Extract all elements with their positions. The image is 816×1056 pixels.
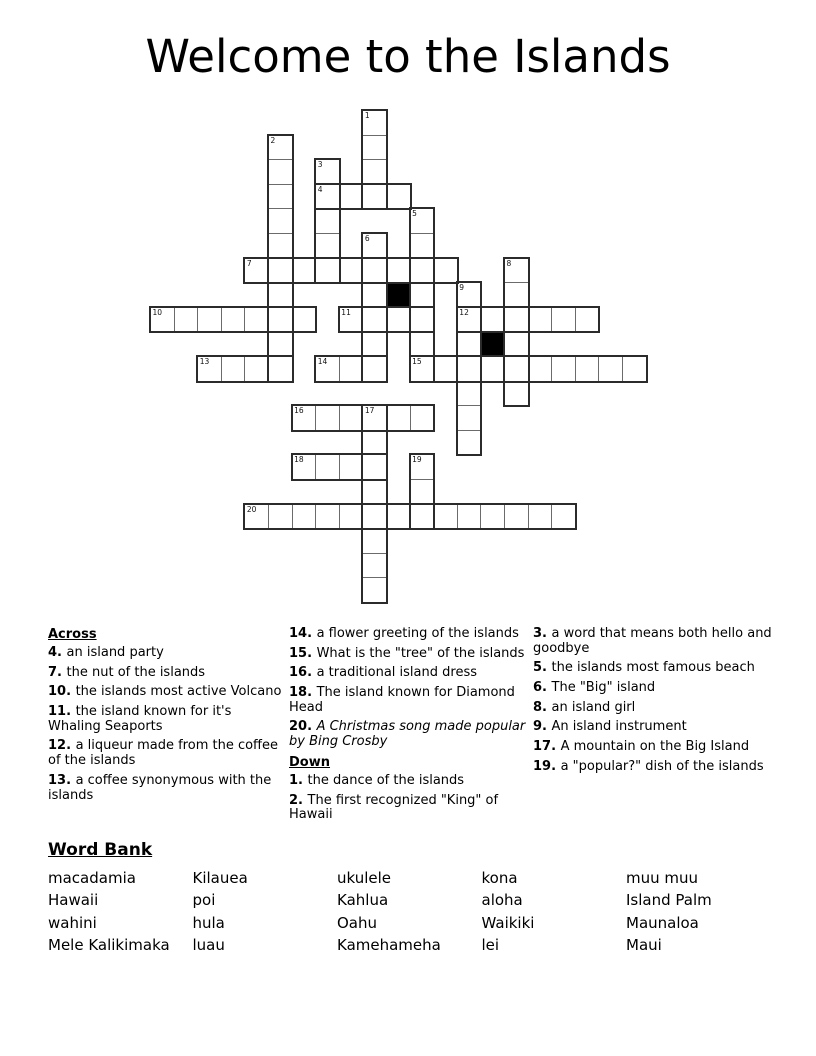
clue-down-5: 5. the islands most famous beach [533, 660, 755, 676]
word-bank-word: Island Palm [626, 891, 712, 910]
grid-cell [362, 454, 387, 480]
grid-cell [598, 356, 623, 382]
word-bank-word: Mele Kalikimaka [48, 935, 170, 954]
grid-cell [268, 184, 293, 210]
grid-cell [339, 504, 364, 530]
grid-cell [457, 331, 482, 357]
grid-cell [457, 381, 482, 407]
grid-cell [504, 504, 529, 530]
grid-cell [315, 184, 340, 210]
grid-cell [362, 479, 387, 505]
grid-cell [221, 307, 246, 333]
grid-cell [315, 233, 340, 259]
across-heading: Across [48, 627, 97, 642]
clue-across-12: 12. a liqueur made from the coffee of the islands [48, 738, 279, 769]
grid-cell [528, 504, 553, 530]
grid-cell [386, 184, 411, 210]
grid-cell [244, 356, 269, 382]
grid-cell [362, 233, 387, 259]
clue-across-11: 11. the island known for it's Whaling Seaports [48, 704, 232, 734]
grid-cell [268, 282, 293, 308]
clue-across-13: 13. a coffee synonymous with the islands [48, 772, 272, 803]
grid-cell [197, 307, 222, 333]
word-bank-word: Oahu [337, 913, 378, 932]
grid-cell [410, 479, 435, 505]
grid-cell [504, 258, 529, 284]
grid-cell [362, 504, 387, 530]
word-bank-word: Hawaii [48, 891, 99, 910]
clue-across-7: 7. the nut of the islands [48, 664, 206, 680]
grid-cell [457, 282, 482, 308]
grid-cell [504, 381, 529, 407]
grid-cell [410, 258, 435, 284]
across-clues-column [48, 627, 282, 808]
grid-cell [504, 307, 529, 333]
middle-clues-column [289, 627, 527, 828]
grid-cell [268, 208, 293, 234]
cell-number: 12 [459, 307, 469, 317]
grid-cell [457, 356, 482, 382]
word-bank-word: Waikiki [481, 913, 535, 932]
grid-cell [268, 331, 293, 357]
word-bank [48, 840, 788, 956]
grid-cell [197, 356, 222, 382]
grid-cell [457, 430, 482, 456]
word-bank-word: lei [481, 935, 500, 954]
grid-cell [174, 307, 199, 333]
word-bank-word: Maunaloa [626, 913, 699, 932]
grid-cell [362, 577, 387, 603]
cell-number: 7 [246, 258, 252, 268]
grid-cell [315, 159, 340, 185]
clue-down-8: 8. an island girl [533, 699, 636, 715]
grid-cell [410, 331, 435, 357]
grid-cell [433, 258, 458, 284]
grid-cell [410, 282, 435, 308]
cell-number: 11 [341, 307, 351, 317]
cell-number: 18 [294, 455, 304, 465]
word-bank-word: Maui [626, 935, 662, 954]
cell-number: 5 [412, 209, 417, 219]
grid-cell [362, 135, 387, 161]
word-bank-heading: Word Bank [48, 840, 153, 860]
grid-cell [362, 282, 387, 308]
grid-cell [362, 331, 387, 357]
clue-down-1: 1. the dance of the islands [289, 772, 465, 788]
grid-cell [457, 405, 482, 431]
word-bank-word: wahini [48, 913, 97, 932]
grid-cell [386, 258, 411, 284]
grid-cell [315, 208, 340, 234]
grid-cell [339, 356, 364, 382]
word-bank-word: Kilauea [192, 869, 248, 887]
clue-down-3: 3. a word that means both hello and goodbye [533, 626, 772, 656]
grid-cell [244, 504, 269, 530]
grid-cell [551, 504, 576, 530]
grid-cell [339, 307, 364, 333]
clue-across-10: 10. the islands most active Volcano [48, 684, 282, 700]
grid-cell [362, 528, 387, 554]
word-bank-word: hula [192, 913, 225, 932]
grid-cell [410, 356, 435, 382]
word-bank-word: aloha [481, 891, 523, 910]
grid-cell [339, 184, 364, 210]
grid-cell [480, 504, 505, 530]
grid-cell [457, 307, 482, 333]
grid-cell [221, 356, 246, 382]
grid-cell [292, 454, 317, 480]
crossword-grid [150, 110, 648, 604]
grid-cell [362, 159, 387, 185]
grid-cell [244, 307, 269, 333]
word-bank-word: ukulele [337, 869, 392, 887]
cell-number: 17 [364, 406, 375, 416]
grid-cell [410, 208, 435, 234]
grid-cell [292, 504, 317, 530]
grid-cell [150, 307, 175, 333]
cell-number: 2 [270, 135, 276, 145]
cell-number: 3 [317, 160, 323, 170]
clue-across-15: 15. What is the "tree" of the islands [289, 645, 525, 661]
grid-cell [386, 307, 411, 333]
grid-cell [244, 258, 269, 284]
grid-cell [339, 405, 364, 431]
grid-cell [315, 405, 340, 431]
cell-number: 8 [506, 258, 512, 268]
grid-cell [575, 307, 600, 333]
cell-number: 15 [412, 357, 422, 366]
grid-cell [457, 504, 482, 530]
grid-cell [410, 307, 435, 333]
grid-cell [268, 258, 293, 284]
word-bank-column [193, 867, 338, 956]
cell-number: 6 [364, 234, 370, 243]
clue-down-2: 2. The first recognized "King" of Hawaii [289, 792, 499, 823]
word-bank-column [337, 867, 482, 956]
grid-cell [268, 135, 293, 161]
word-bank-word: macadamia [48, 869, 136, 887]
page-title: Welcome to the Islands [145, 30, 671, 83]
word-bank-word: poi [192, 891, 216, 910]
grid-cell [504, 331, 529, 357]
grid-cell [551, 307, 576, 333]
grid-cell [433, 356, 458, 382]
grid-cell [386, 504, 411, 530]
clue-across-20: 20. A Christmas song made popular by Bing Crosby [289, 719, 526, 750]
grid-cell [362, 430, 387, 456]
grid-cell [480, 356, 505, 382]
grid-cell-black [480, 331, 505, 357]
word-bank-column [48, 867, 193, 956]
word-bank-word: muu muu [626, 869, 699, 887]
clue-across-16: 16. a traditional island dress [289, 665, 477, 681]
word-bank-word: Kahlua [337, 891, 389, 910]
grid-cell [315, 504, 340, 530]
grid-cell [362, 110, 387, 136]
down-heading: Down [289, 754, 330, 770]
clue-across-18: 18. The island known for Diamond Head [289, 685, 515, 715]
grid-cell [315, 454, 340, 480]
grid-cell [268, 307, 293, 333]
cell-number: 13 [199, 357, 210, 366]
grid-cell [622, 356, 647, 382]
clue-down-17: 17. A mountain on the Big Island [533, 739, 750, 755]
cell-number: 9 [459, 283, 465, 293]
grid-cell [362, 405, 387, 431]
word-bank-column [626, 867, 771, 956]
grid-cell [362, 356, 387, 382]
grid-cell [268, 504, 293, 530]
grid-cell [410, 233, 435, 259]
grid-cell [433, 504, 458, 530]
cell-number: 4 [317, 184, 323, 194]
grid-cell [292, 307, 317, 333]
grid-cell [504, 282, 529, 308]
grid-cell [268, 356, 293, 382]
cell-number: 16 [294, 406, 304, 416]
word-bank-word: Kamehameha [337, 935, 441, 954]
cell-number: 1 [364, 111, 370, 120]
grid-cell [504, 356, 529, 382]
word-bank-columns [48, 867, 788, 956]
grid-cell [386, 405, 411, 431]
grid-cell [410, 454, 435, 480]
clue-across-4: 4. an island party [48, 645, 164, 660]
grid-cell [315, 258, 340, 284]
cell-number: 19 [412, 455, 422, 465]
grid-cell [362, 307, 387, 333]
cell-number: 14 [317, 357, 328, 366]
grid-cell [268, 159, 293, 185]
grid-cell [410, 504, 435, 530]
clue-down-6: 6. The "Big" island [533, 680, 656, 696]
down-clues-column [533, 627, 779, 780]
grid-cell [480, 307, 505, 333]
grid-cell-black [386, 282, 411, 308]
grid-cell [339, 454, 364, 480]
grid-cell [339, 258, 364, 284]
grid-cell [315, 356, 340, 382]
grid-cell [528, 307, 553, 333]
word-bank-word: luau [192, 935, 225, 954]
clue-down-19: 19. a "popular?" dish of the islands [533, 758, 764, 774]
clue-down-9: 9. An island instrument [533, 719, 687, 735]
grid-cell [362, 184, 387, 210]
grid-cell [362, 258, 387, 284]
grid-cell [292, 405, 317, 431]
cell-number: 20 [246, 504, 257, 514]
grid-cell [268, 233, 293, 259]
grid-cell [410, 405, 435, 431]
grid-cell [292, 258, 317, 284]
word-bank-word: kona [481, 869, 518, 887]
clue-across-14: 14. a flower greeting of the islands [289, 626, 519, 641]
grid-cell [528, 356, 553, 382]
grid-cell [575, 356, 600, 382]
grid-cell [551, 356, 576, 382]
cell-number: 10 [152, 307, 163, 317]
grid-cell [362, 553, 387, 579]
word-bank-column [482, 867, 627, 956]
